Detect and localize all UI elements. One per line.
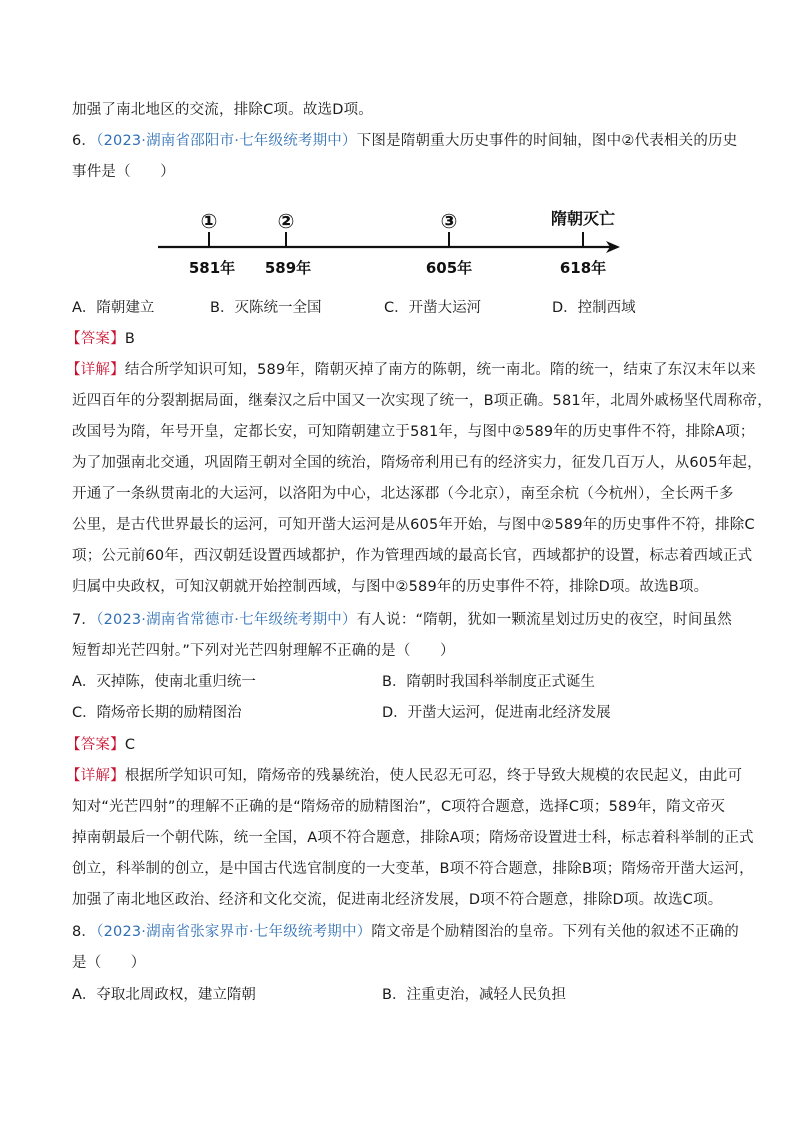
q7-option-a: A．灭掉陈，使南北重归统一 xyxy=(72,674,256,690)
q7-option-d: D．开凿大运河，促进南北经济发展 xyxy=(382,705,611,721)
q6-option-c: C．开凿大运河 xyxy=(384,300,482,316)
question-text: 隋文帝是个励精图治的皇帝。下列有关他的叙述不正确的 xyxy=(371,924,739,940)
answer-value: C xyxy=(124,737,136,753)
answer-label: 【答案】 xyxy=(66,331,125,347)
q6-explain-line: 为了加强南北交通，巩固隋王朝对全国的统治，隋炀帝利用已有的经济实力，征发几百万人，从605年起， xyxy=(72,455,762,471)
question-text: 下图是隋朝重大历史事件的时间轴，图中②代表相关的历史 xyxy=(356,133,738,149)
question-text: 有人说：“隋朝，犹如一颗流星划过历史的夜空，时间虽然 xyxy=(356,612,732,628)
q6-option-b: B．灭陈统一全国 xyxy=(210,300,322,316)
timeline-marker-1: ① xyxy=(200,209,218,233)
timeline-marker-2: ② xyxy=(277,209,295,233)
timeline-year-605: 605年 xyxy=(425,259,473,277)
timeline-year-581: 581年 xyxy=(188,259,236,277)
question-number: 8． xyxy=(72,924,97,940)
question-6-stem-cont: 事件是（ ） xyxy=(72,164,175,180)
question-number: 6． xyxy=(72,133,97,149)
q7-answer xyxy=(66,735,135,755)
q7-explain-line: 知对“光芒四射”的理解不正确的是“隋炀帝的励精图治”，C项符合题意，选择C项；589年，隋文帝灭 xyxy=(72,799,726,815)
previous-answer-tail: 加强了南北地区的交流，排除C项。故选D项。 xyxy=(72,102,373,118)
q6-explain-line: 公里，是古代世界最长的运河，可知开凿大运河是从605年开始，与图中②589年的历史事件不符，排除C xyxy=(72,517,755,533)
question-source: （2023·湖南省常德市·七年级统考期中） xyxy=(96,612,357,628)
q6-explain-line: 改国号为隋，年号开皇，定都长安，可知隋朝建立于581年，与图中②589年的历史事件不符，排除A项； xyxy=(72,424,755,440)
q7-option-b: B．隋朝时我国科举制度正式诞生 xyxy=(382,674,595,690)
q6-explain-line: 开通了一条纵贯南北的大运河，以洛阳为中心，北达涿郡（今北京），南至余杭（今杭州），全长两千多 xyxy=(72,486,734,502)
sui-timeline-figure xyxy=(150,198,630,280)
answer-value: B xyxy=(124,331,135,347)
q6-option-a: A．隋朝建立 xyxy=(72,300,155,316)
question-number: 7． xyxy=(72,612,97,628)
timeline-year-618: 618年 xyxy=(559,259,607,277)
timeline-year-589: 589年 xyxy=(264,259,312,277)
q6-answer xyxy=(66,329,135,349)
q6-explain-line: 归属中央政权，可知汉朝就开始控制西域，与图中②589年的历史事件不符，排除D项。故选B项。 xyxy=(72,579,709,595)
q7-option-c: C．隋炀帝长期的励精图治 xyxy=(72,705,242,721)
q6-explain-line: 项；公元前60年，西汉朝廷设置西域都护，作为管理西域的最高长官，西域都护的设置，标志着西域正式 xyxy=(72,548,753,564)
q8-option-a: A．夺取北周政权，建立隋朝 xyxy=(72,987,256,1003)
question-6-stem xyxy=(72,131,737,151)
question-8-stem xyxy=(72,922,739,942)
question-7-stem xyxy=(72,610,732,630)
explain-label: 【详解】 xyxy=(66,362,125,378)
q6-option-d: D．控制西域 xyxy=(552,300,636,316)
q6-explain-line: 【详解】结合所学知识可知，589年，隋朝灭掉了南方的陈朝，统一南北。隋的统一，结束了东汉末年以来 xyxy=(66,362,756,378)
q7-explain-line: 【详解】根据所学知识可知，隋炀帝的残暴统治，使人民忍无可忍，终于导致大规模的农民起义，由此可 xyxy=(66,768,743,784)
question-7-stem-cont: 短暂却光芒四射。”下列对光芒四射理解不正确的是（ ） xyxy=(72,643,455,659)
answer-label: 【答案】 xyxy=(66,737,125,753)
question-8-stem-cont: 是（ ） xyxy=(72,955,146,971)
q7-explain-line: 掉南朝最后一个朝代陈，统一全国，A项不符合题意，排除A项；隋炀帝设置进士科，标志着科举制的正式 xyxy=(72,830,754,846)
q7-explain-line: 加强了南北地区政治、经济和文化交流，促进南北经济发展，D项不符合题意，排除D项。故选C项。 xyxy=(72,892,723,908)
timeline-marker-sui-fall: 隋朝灭亡 xyxy=(550,209,616,228)
explain-label: 【详解】 xyxy=(66,768,125,784)
question-source: （2023·湖南省张家界市·七年级统考期中） xyxy=(96,924,372,940)
q6-explain-line: 近四百年的分裂割据局面，继秦汉之后中国又一次实现了统一，B项正确。581年，北周外戚杨坚代周称帝， xyxy=(72,393,772,409)
q8-option-b: B．注重吏治，减轻人民负担 xyxy=(382,987,566,1003)
question-source: （2023·湖南省邵阳市·七年级统考期中） xyxy=(96,133,357,149)
q7-explain-line: 创立，科举制的创立，是中国古代选官制度的一大变革，B项不符合题意，排除B项；隋炀帝开凿大运河， xyxy=(72,861,754,877)
timeline-marker-3: ③ xyxy=(440,209,458,233)
